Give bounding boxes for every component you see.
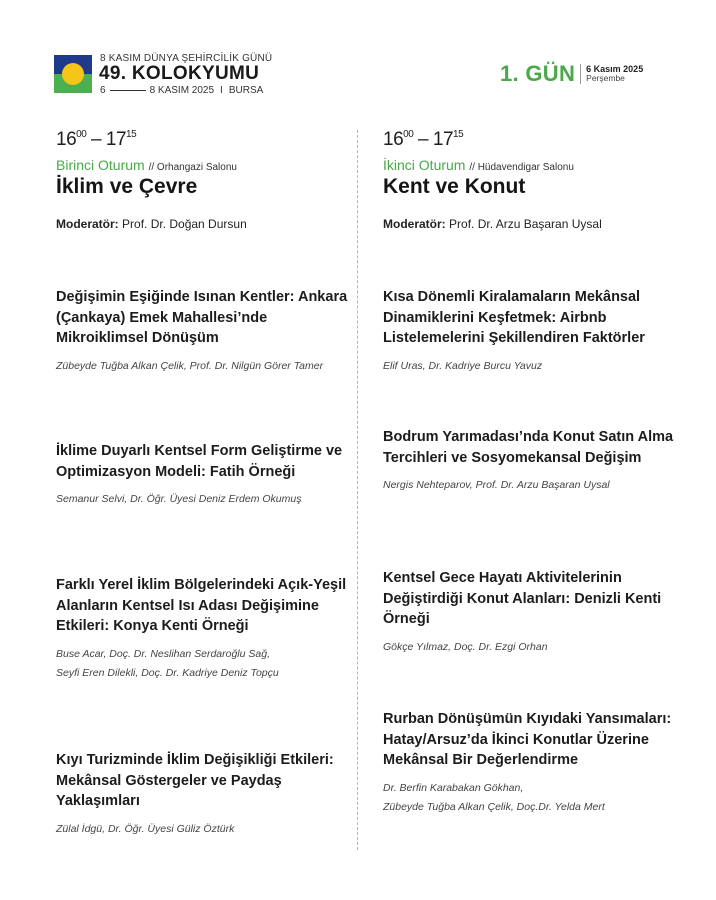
talk-title: Kısa Dönemli Kiralamaların Mekânsal Dinamiklerini Keşfetmek: Airbnb Listelemelerini Şekillendiren Faktörler [383,289,645,346]
talk-authors [383,779,683,817]
session-time: $16^{00} - 17^{15}$ [56,129,137,150]
talk-authors: Nergis Nehteparov, Prof. Dr. Arzu Başaran Uysal [383,479,610,491]
time-end-hour: 17 [432,129,454,150]
talk-item [383,568,683,657]
talk-item [383,709,683,817]
author-line: Dr. Berfin Karabakan Gökhan, [383,781,524,794]
talk-title: Kıyı Turizminde İklim Değişikliği Etkileri: Mekânsal Göstergeler ve Paydaş Yaklaşımları [56,752,334,809]
talk-authors: Semanur Selvi, Dr. Öğr. Üyesi Deniz Erdem Okumuş [56,493,302,505]
author-line: Seyfi Eren Dilekli, Doç. Dr. Kadriye Deniz Topçu [56,666,279,679]
author-line: Buse Acar, Doç. Dr. Neslihan Serdaroğlu Sağ, [56,647,270,660]
time-end-min: 15 [126,129,137,140]
talk-authors: Gökçe Yılmaz, Doç. Dr. Ezgi Orhan [383,640,548,653]
talk-title: Rurban Dönüşümün Kıyıdaki Yansımaları: Hatay/Arsuz’da İkinci Konutlar Üzerine Mekânsal Bir Değerlendirme [383,711,672,768]
session-name: İkinci Oturum [383,157,466,173]
session-title: İklim ve Çevre [56,175,198,198]
session-name: Birinci Oturum [56,157,145,173]
day-badge [500,61,643,87]
day-date: 6 Kasım 2025 [586,63,644,74]
moderator-label: Moderatör: [56,217,119,231]
moderator-name: Prof. Dr. Arzu Başaran Uysal [449,217,602,231]
talk-item [56,575,356,683]
sun-icon [62,63,84,85]
talk-title: Bodrum Yarımadası’nda Konut Satın Alma Tercihleri ve Sosyomekansal Değişim [383,429,674,466]
dates-city: BURSA [228,85,264,96]
moderator-name: Prof. Dr. Doğan Dursun [122,217,247,231]
column-divider [357,130,358,850]
colloquium-logo [54,55,92,93]
dates-end: 8 KASIM 2025 [149,85,215,96]
dates-separator: I [220,85,223,96]
time-start-min: 00 [76,129,87,140]
time-start-min: 00 [403,129,414,140]
time-start-hour: 16 [56,129,77,150]
session-time: $16^{00} - 17^{15}$ [383,129,464,150]
dates-start: 6 [100,85,106,96]
talk-authors: Zübeyde Tuğba Alkan Çelik, Prof. Dr. Nilgün Görer Tamer [56,359,324,372]
session-hall: // Hüdavendigar Salonu [469,162,574,173]
day-date-block [586,65,643,83]
talk-title: İklime Duyarlı Kentsel Form Geliştirme ve Optimizasyon Modeli: Fatih Örneği [56,443,343,480]
session-title: Kent ve Konut [383,175,526,198]
session-hall: // Orhangazi Salonu [148,162,237,173]
talk-authors [56,645,356,683]
time-start-hour: 16 [383,129,404,150]
moderator [383,217,602,231]
session-right [383,129,683,813]
day-divider [580,64,581,84]
header-title: 49. KOLOKYUMU [99,63,260,84]
header-subtitle: 8 KASIM DÜNYA ŞEHİRCİLİK GÜNÜ [100,53,273,64]
talk-authors: Zülal İdgü, Dr. Öğr. Üyesi Güliz Öztürk [56,822,235,835]
session-label [383,157,683,173]
time-end-hour: 17 [105,129,127,150]
author-line: Zübeyde Tuğba Alkan Çelik, Doç.Dr. Yelda Mert [383,800,605,813]
moderator [56,217,247,231]
dash-line [110,90,146,91]
time-end-min: 15 [453,129,464,140]
talk-item [56,750,356,839]
talk-item [383,287,683,376]
talk-item [383,427,683,495]
session-label [56,157,356,173]
talk-item [56,441,356,509]
day-weekday: Perşembe [586,73,625,84]
talk-authors: Elif Uras, Dr. Kadriye Burcu Yavuz [383,359,543,372]
talk-title: Farklı Yerel İklim Bölgelerindeki Açık-Yeşil Alanların Kentsel Isı Adası Değişimine Etkileri: Konya Kenti Örneği [56,577,347,634]
session-left [56,129,356,835]
talk-title: Değişimin Eşiğinde Isınan Kentler: Ankara (Çankaya) Emek Mahallesi’nde Mikroiklimsel Dönüşüm [56,289,348,346]
talk-item [56,287,356,376]
talk-title: Kentsel Gece Hayatı Aktivitelerinin Değiştirdiği Konut Alanları: Denizli Kenti Örneği [383,570,662,627]
header-dates [100,85,263,96]
moderator-label: Moderatör: [383,217,446,231]
day-label: 1. GÜN [500,61,576,86]
